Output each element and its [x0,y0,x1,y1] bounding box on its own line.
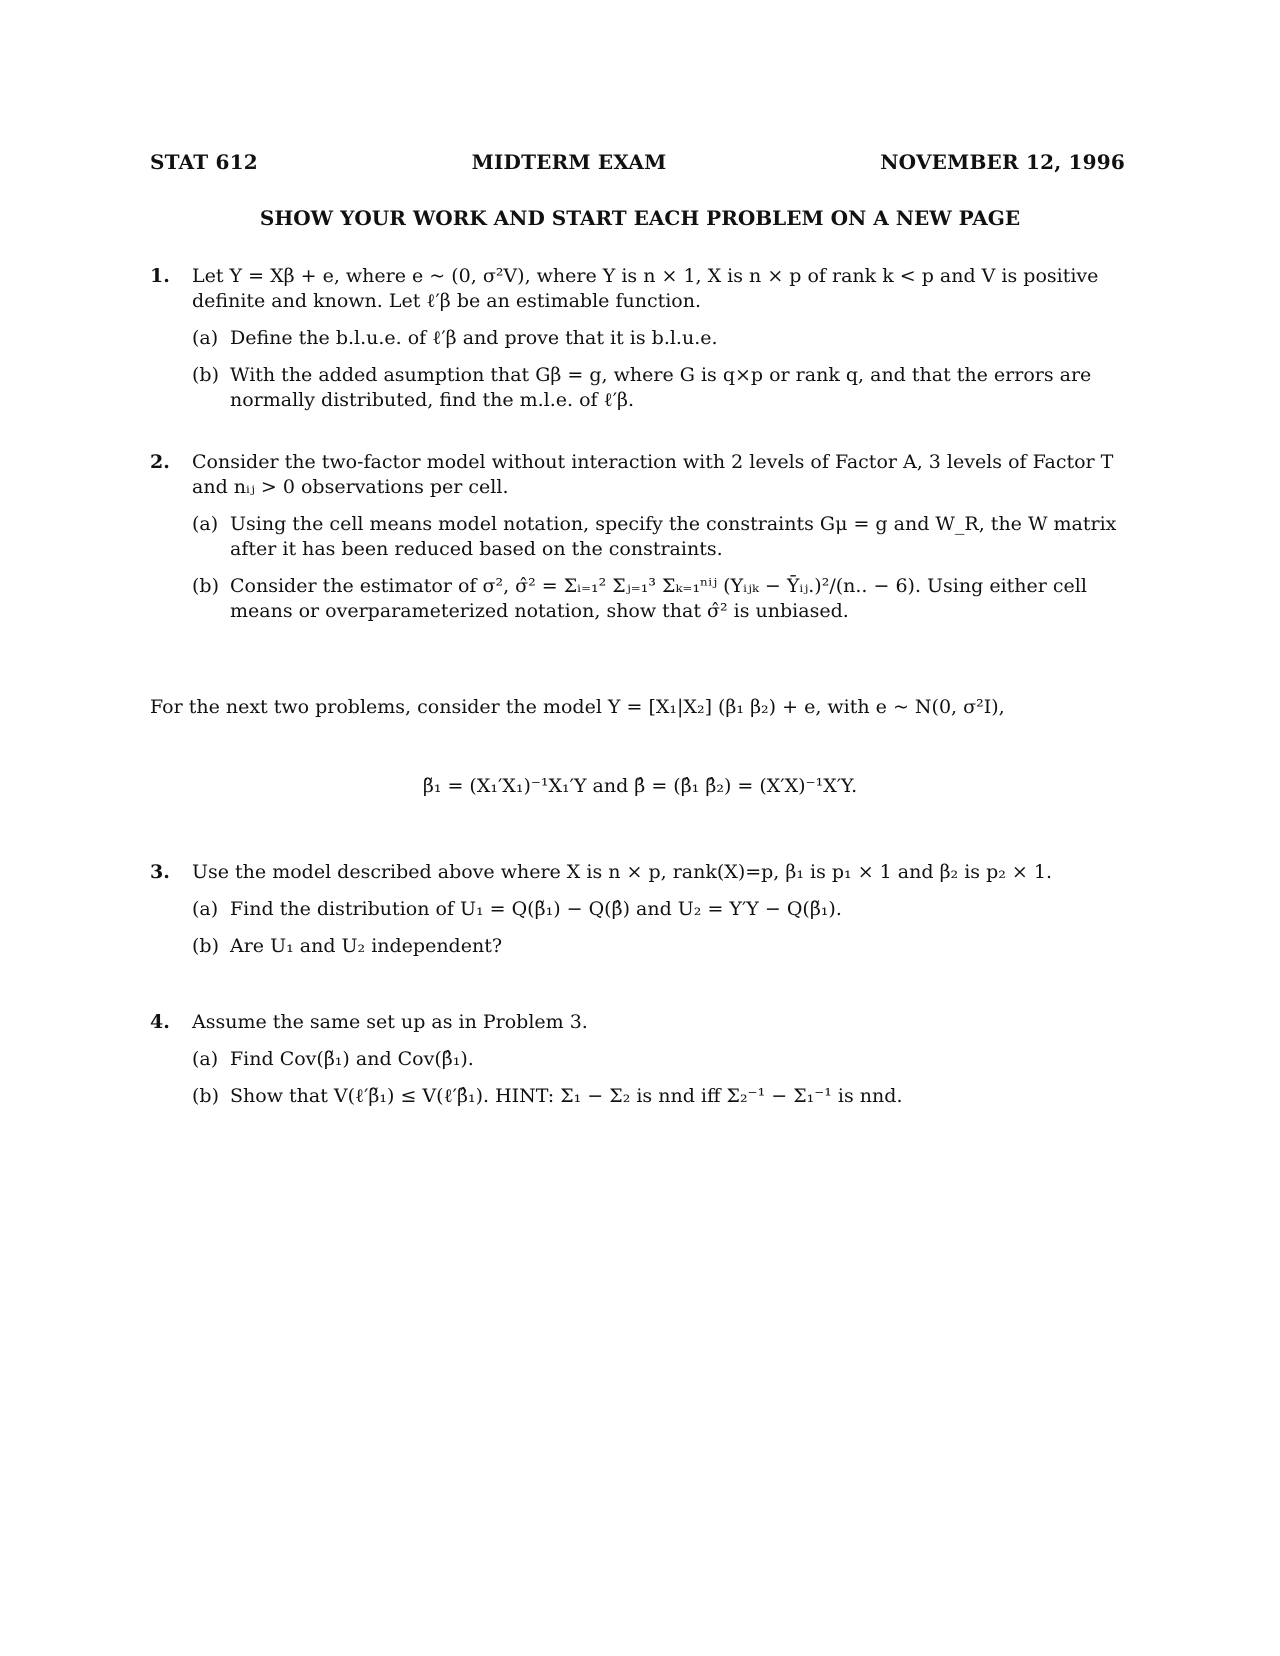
problem-1 [150,264,1125,413]
problem-part [192,934,1125,959]
problem-3 [150,860,1125,959]
part-label: (b) [192,1085,219,1107]
problem-statement: Let Y = Xβ + e, where e ~ (0, σ²V), where Y is n × 1, X is n × p of rank k < p and V is positive definite and known. Let ℓ′β be an estimable function. [192,265,1099,312]
problem-4 [150,1010,1125,1109]
course-code: STAT 612 [150,150,258,174]
part-text: Using the cell means model notation, specify the constraints Gμ = g and W_R, the W matrix after it has been reduced based on the constraints. [230,513,1117,560]
part-text: Find the distribution of U₁ = Q(β̃₁) − Q(β̂) and U₂ = Y′Y − Q(β̃₁). [230,898,842,920]
problem-statement: Use the model described above where X is n × p, rank(X)=p, β₁ is p₁ × 1 and β₂ is p₂ × 1. [192,861,1052,883]
exam-header [150,150,1125,174]
part-label: (a) [192,513,219,535]
problem-number: 4. [150,1011,170,1033]
problem-part [192,897,1125,922]
part-text: Find Cov(β̃₁) and Cov(β̂₁). [230,1048,474,1070]
problem-part [192,363,1125,413]
problem-2 [150,450,1125,624]
estimator-equation: β̃₁ = (X₁′X₁)⁻¹X₁′Y and β̂ = (β̂₁ β̂₂) = (X′X)⁻¹X′Y. [422,775,858,797]
problem-number: 1. [150,265,170,287]
part-text: Show that V(ℓ′β̃₁) ≤ V(ℓ′β̂₁). HINT: Σ₁ − Σ₂ is nnd iff Σ₂⁻¹ − Σ₁⁻¹ is nnd. [230,1085,903,1107]
exam-date: NOVEMBER 12, 1996 [880,150,1125,174]
problem-part [192,1047,1125,1072]
problem-part [192,326,1125,351]
part-label: (b) [192,575,219,597]
part-label: (a) [192,1048,219,1070]
part-text: Are U₁ and U₂ independent? [230,935,503,957]
part-text: Define the b.l.u.e. of ℓ′β and prove that it is b.l.u.e. [230,327,718,349]
model-introduction: For the next two problems, consider the model Y = [X₁|X₂] (β₁ β₂) + e, with e ~ N(0, σ²I), [150,696,1005,718]
problem-number: 2. [150,451,170,473]
part-text: With the added asumption that Gβ = g, where G is q×p or rank q, and that the errors are normally distributed, find the m.l.e. of ℓ′β. [230,364,1092,411]
part-label: (a) [192,898,219,920]
part-label: (b) [192,364,219,386]
problem-part [192,1084,1125,1109]
part-label: (b) [192,935,219,957]
instruction-banner: SHOW YOUR WORK AND START EACH PROBLEM ON A NEW PAGE [259,206,1021,230]
problem-number: 3. [150,861,170,883]
problem-statement: Assume the same set up as in Problem 3. [192,1011,588,1033]
problem-statement: Consider the two-factor model without interaction with 2 levels of Factor A, 3 levels of Factor T and nᵢⱼ > 0 observations per cell. [192,451,1114,498]
exam-title: MIDTERM EXAM [471,150,667,174]
problem-part [192,574,1125,624]
part-text: Consider the estimator of σ², σ̂² = Σᵢ₌₁² Σⱼ₌₁³ Σₖ₌₁ⁿⁱʲ (Yᵢⱼₖ − Ȳᵢⱼ.)²/(n.. − 6). Using either cell means or overparameterized notation, show that σ̂² is unbiased. [230,575,1087,622]
part-label: (a) [192,327,219,349]
problem-part [192,512,1125,562]
